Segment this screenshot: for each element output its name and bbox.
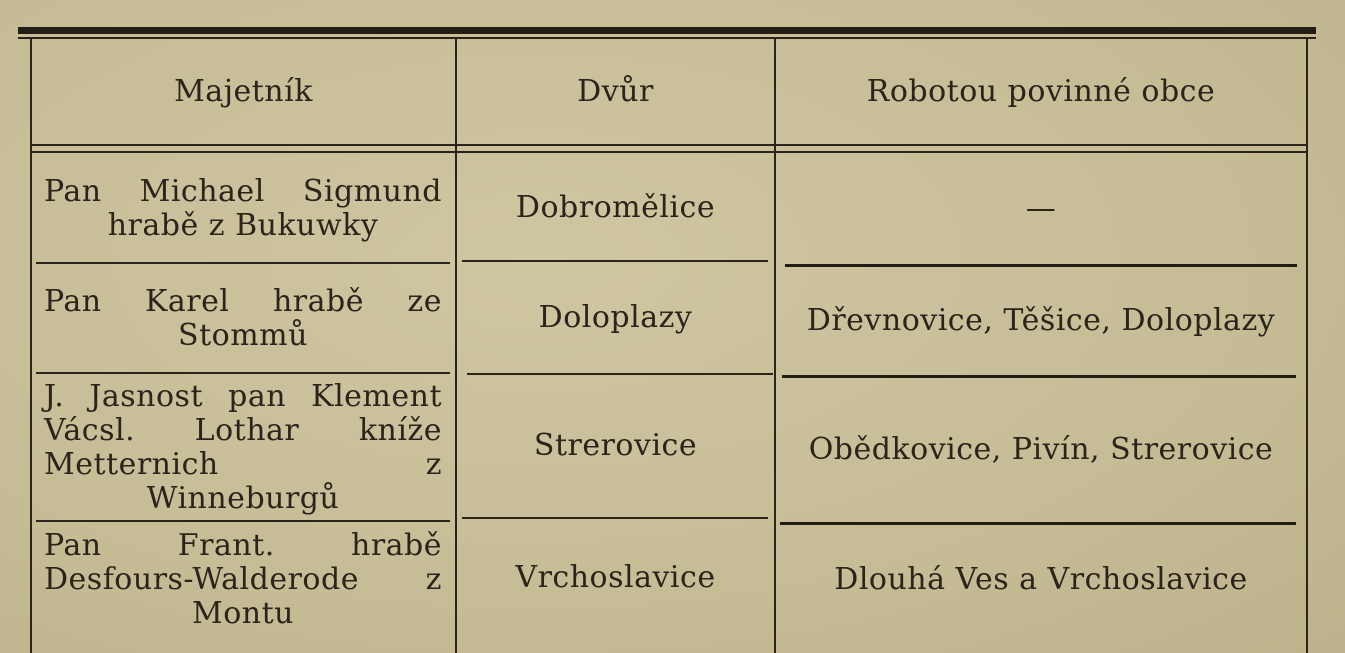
table-row-4-villages: Dlouhá Ves a Vrchoslavice <box>834 562 1248 597</box>
top-rule-thick <box>18 27 1316 34</box>
owner-text: Pan Karel hrabě ze Stommů <box>44 284 442 353</box>
row-separator-owner-2 <box>36 372 450 374</box>
column-line-right <box>1306 38 1308 653</box>
header-estate: Dvůr <box>577 74 654 109</box>
table-row-3-villages: Obědkovice, Pivín, Strerovice <box>808 432 1274 467</box>
owner-text: J. Jasnost pan Klement Vácsl. Lothar kníže Metternich z Winneburgů <box>44 379 442 516</box>
table-row-2-owner <box>38 268 448 370</box>
table-row-3-estate: Strerovice <box>533 428 698 463</box>
row-separator-estate-2 <box>467 373 773 375</box>
table-row-4-owner <box>38 526 448 634</box>
owner-text: Pan Michael Sigmund hrabě z Bukuwky <box>44 174 442 243</box>
table-row-2-estate: Doloplazy <box>538 300 693 335</box>
owner-text: Pan Frant. hrabě Desfours-Walderode z Montu <box>44 528 442 631</box>
header-owner: Majetník <box>174 74 313 109</box>
header-separator-2 <box>30 151 1308 153</box>
table-row-1-owner <box>38 160 448 258</box>
table-row-3-owner <box>38 380 448 516</box>
row-separator-villages-2 <box>782 375 1296 378</box>
table-row-4-estate: Vrchoslavice <box>515 559 716 595</box>
table-row-2-villages: Dřevnovice, Těšice, Doloplazy <box>806 303 1276 338</box>
row-separator-estate-3 <box>462 517 768 519</box>
top-rule-thin <box>18 37 1316 39</box>
row-separator-owner-1 <box>36 262 450 264</box>
row-separator-owner-3 <box>36 520 450 522</box>
row-separator-villages-1 <box>785 264 1297 267</box>
table-row-1-villages: — <box>1025 191 1057 226</box>
header-villages: Robotou povinné obce <box>866 74 1216 109</box>
row-separator-villages-3 <box>780 522 1296 525</box>
header-separator-1 <box>30 144 1308 146</box>
table-row-1-estate: Dobromělice <box>515 189 716 225</box>
row-separator-estate-1 <box>462 260 768 262</box>
